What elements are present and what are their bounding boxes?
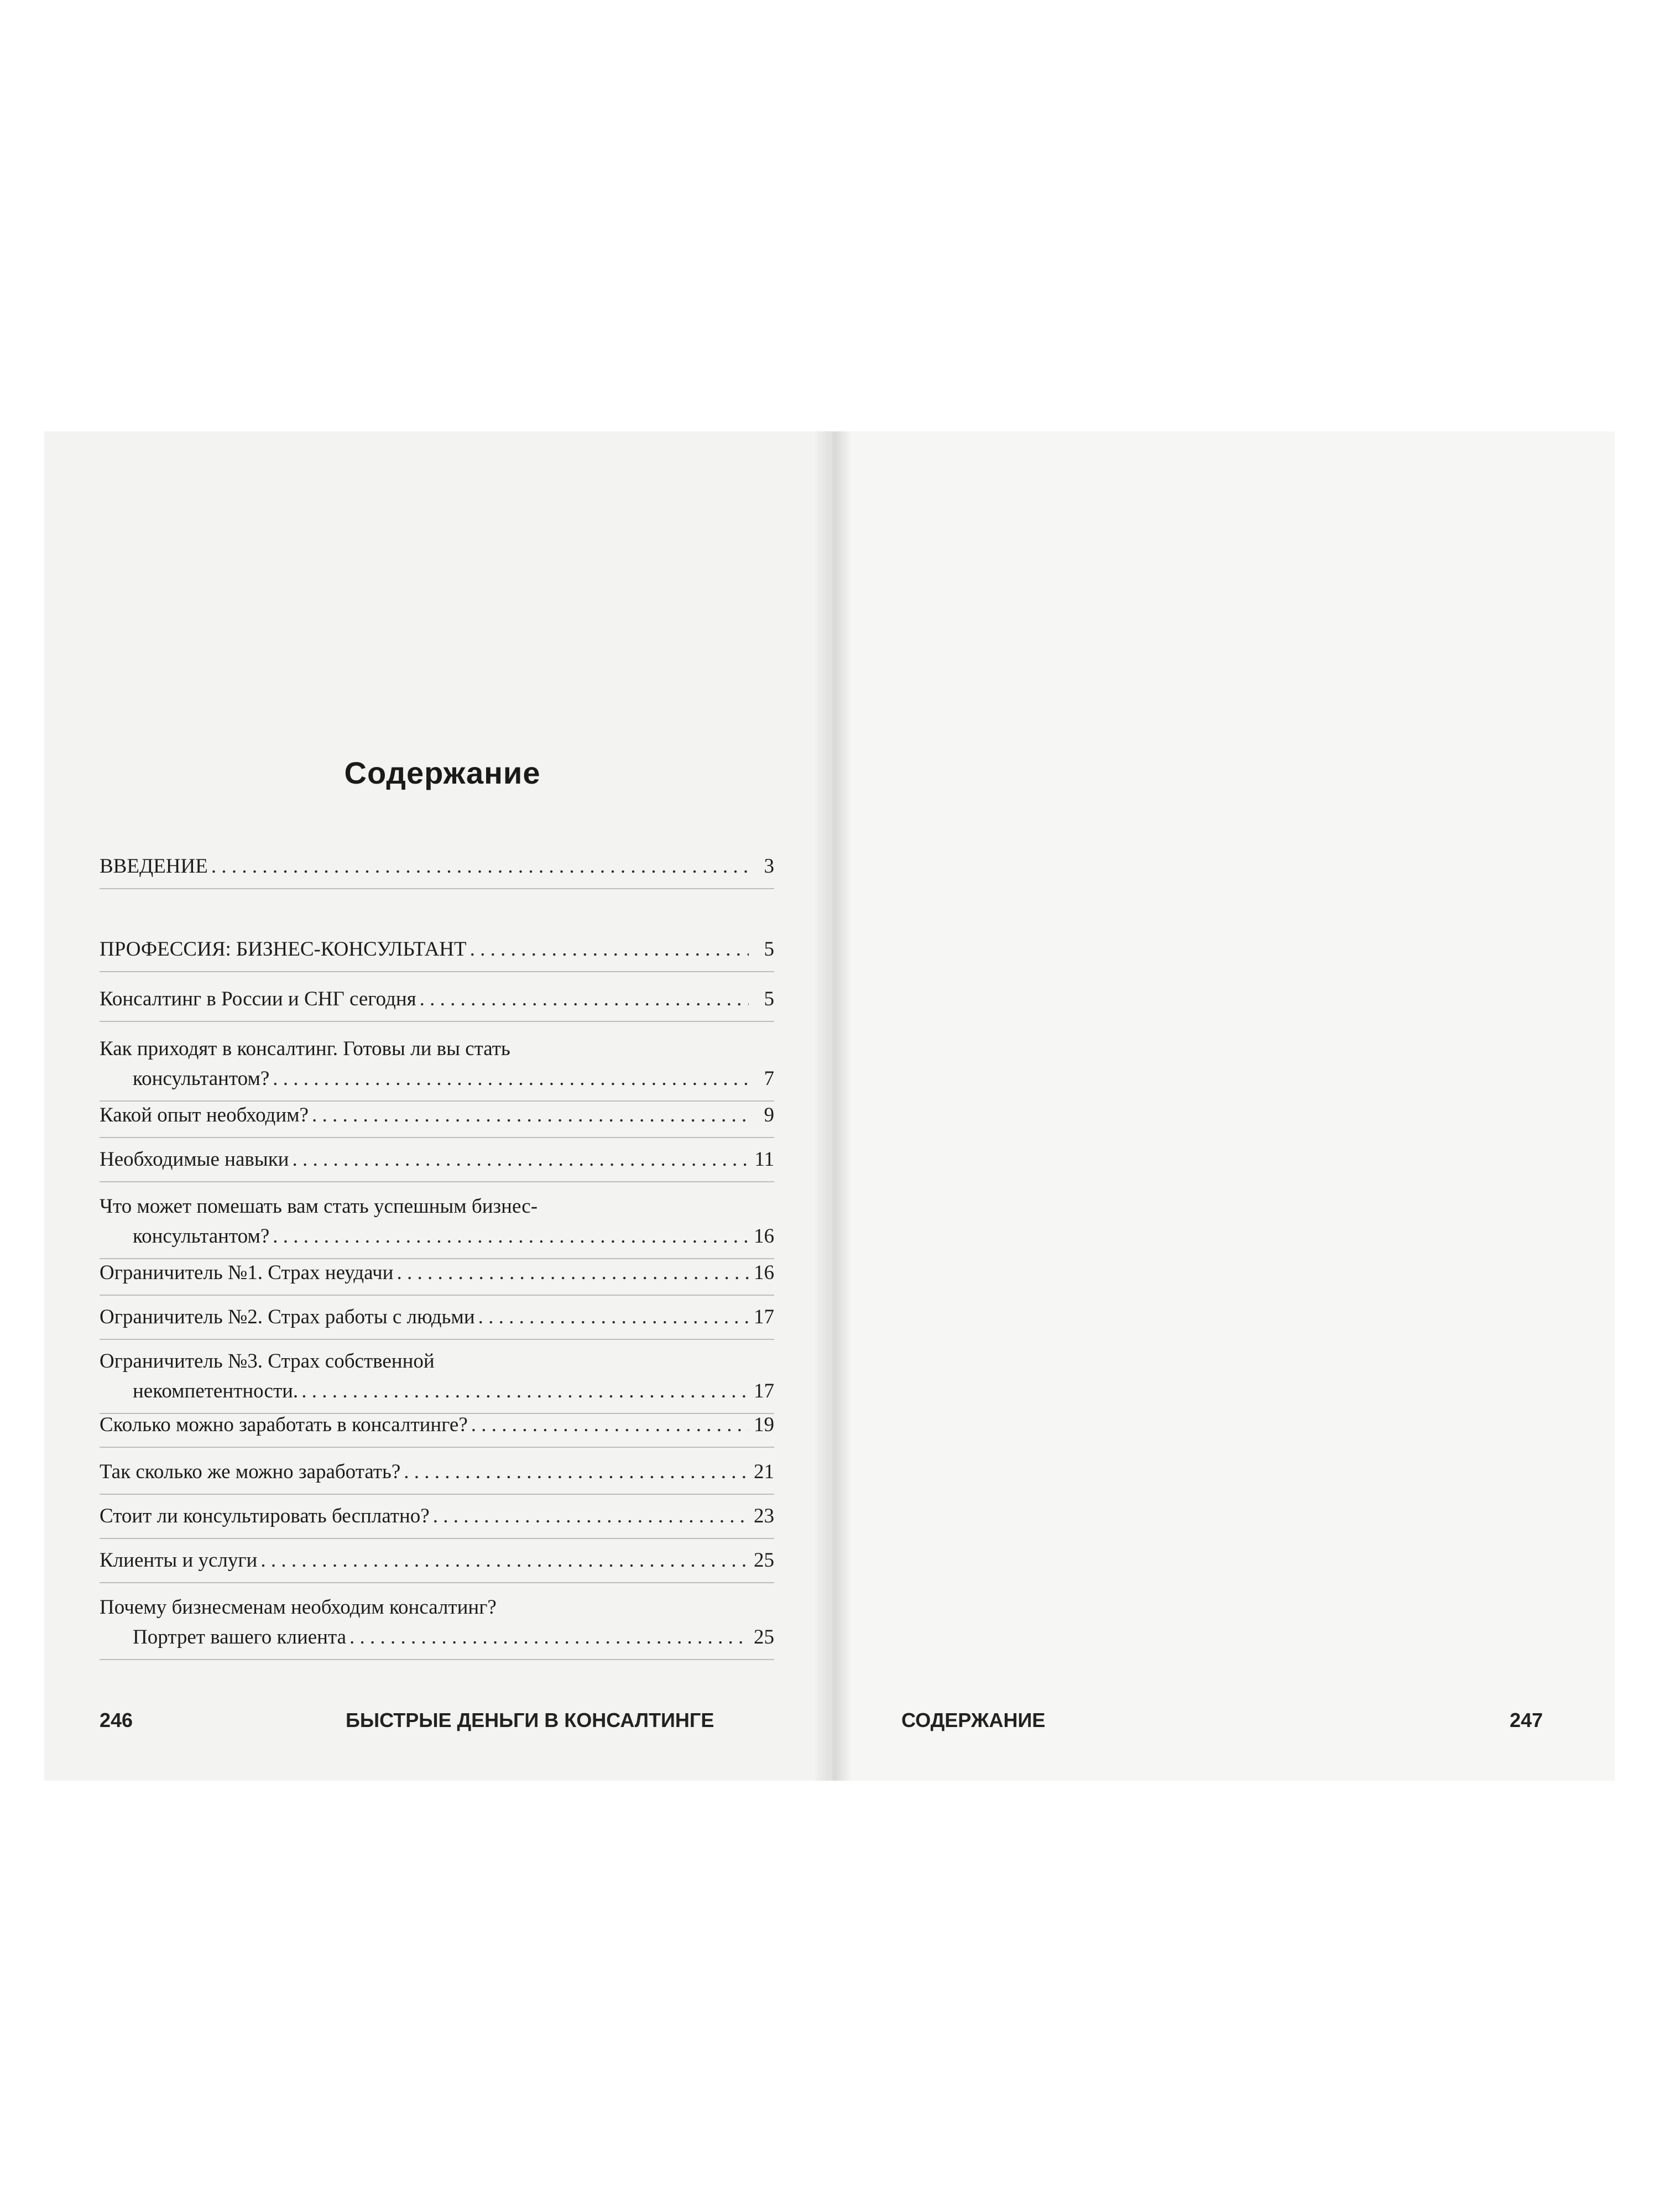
left-page xyxy=(44,431,830,1781)
toc-separator xyxy=(100,971,774,972)
dot-leader xyxy=(273,1222,749,1251)
dot-leader xyxy=(293,1145,749,1175)
toc-entry-title: Почему бизнесменам необходим консалтинг? xyxy=(100,1596,497,1619)
toc-page-number: 7 xyxy=(764,1067,774,1090)
dot-leader xyxy=(273,1064,749,1094)
toc-page-number: 16 xyxy=(754,1261,774,1284)
toc-separator xyxy=(100,1494,774,1495)
toc-entry xyxy=(100,1593,774,1652)
toc-entry xyxy=(100,1145,774,1175)
book-gutter xyxy=(813,431,852,1781)
toc-entry xyxy=(100,1501,774,1531)
dot-leader xyxy=(433,1501,749,1531)
toc-page-number: 21 xyxy=(754,1460,774,1483)
toc-separator xyxy=(100,1538,774,1539)
toc-entry xyxy=(100,1034,774,1094)
toc-separator xyxy=(100,1181,774,1182)
dot-leader xyxy=(404,1457,749,1487)
toc-separator xyxy=(100,888,774,889)
dot-leader xyxy=(260,1546,749,1575)
toc-title: Содержание xyxy=(344,755,541,790)
dot-leader xyxy=(301,1376,749,1406)
toc-entry-title: Ограничитель №1. Страх неудачи xyxy=(100,1261,394,1284)
toc-entry xyxy=(100,984,774,1014)
book-spread xyxy=(44,431,1615,1781)
toc-page-number: 16 xyxy=(754,1225,774,1248)
toc-entry-title-continued: Портрет вашего клиента xyxy=(133,1626,347,1648)
toc-page-number: 17 xyxy=(754,1306,774,1328)
toc-entry-title: Консалтинг в России и СНГ сегодня xyxy=(100,988,416,1010)
toc-entry xyxy=(100,1258,774,1288)
toc-separator xyxy=(100,1137,774,1138)
toc-page-number: 23 xyxy=(754,1505,774,1527)
right-page xyxy=(830,431,1615,1781)
toc-separator xyxy=(100,1582,774,1583)
dot-leader xyxy=(349,1623,749,1652)
dot-leader xyxy=(397,1258,749,1288)
toc-page-number: 19 xyxy=(754,1413,774,1436)
toc-page-number: 11 xyxy=(754,1148,774,1171)
toc-entry-title-continued: некомпетентности. xyxy=(133,1380,299,1402)
dot-leader xyxy=(312,1100,749,1130)
toc-entry-title: Ограничитель №2. Страх работы с людьми xyxy=(100,1306,475,1328)
toc-entry-title: Необходимые навыки xyxy=(100,1148,289,1171)
toc-separator xyxy=(100,1021,774,1022)
toc-page-number: 3 xyxy=(764,855,774,878)
toc-entry-title: ВВЕДЕНИЕ xyxy=(100,855,208,878)
toc-entry-title: Что может помешать вам стать успешным бизнес- xyxy=(100,1195,538,1218)
toc-entry xyxy=(100,1302,774,1332)
right-page-number: 247 xyxy=(1510,1709,1543,1731)
toc-entry xyxy=(100,1192,774,1251)
left-running-title: БЫСТРЫЕ ДЕНЬГИ В КОНСАЛТИНГЕ xyxy=(346,1709,714,1731)
toc-entry xyxy=(100,935,774,964)
toc-entry-title: Стоит ли консультировать бесплатно? xyxy=(100,1505,430,1527)
left-page-number: 246 xyxy=(100,1709,133,1731)
toc-separator xyxy=(100,1295,774,1296)
toc-page-number: 5 xyxy=(764,988,774,1010)
toc-entry-title: Так сколько же можно заработать? xyxy=(100,1460,401,1483)
toc-entry-title: ПРОФЕССИЯ: БИЗНЕС-КОНСУЛЬТАНТ xyxy=(100,938,467,961)
toc-entry xyxy=(100,852,774,881)
toc-separator xyxy=(100,1659,774,1660)
dot-leader xyxy=(478,1302,749,1332)
toc-entry-title: Клиенты и услуги xyxy=(100,1549,258,1572)
toc-page-number: 25 xyxy=(754,1626,774,1648)
toc-entry-title-continued: консультантом? xyxy=(133,1067,270,1090)
toc-entry xyxy=(100,1347,774,1406)
toc-page-number: 25 xyxy=(754,1549,774,1572)
dot-leader xyxy=(420,984,749,1014)
toc-entry xyxy=(100,1100,774,1130)
toc-separator xyxy=(100,1447,774,1448)
toc-entry-title: Сколько можно заработать в консалтинге? xyxy=(100,1413,468,1436)
toc-entry xyxy=(100,1457,774,1487)
toc-entry-title: Как приходят в консалтинг. Готовы ли вы стать xyxy=(100,1037,510,1060)
dot-leader xyxy=(470,935,749,964)
toc-entry xyxy=(100,1546,774,1575)
toc-page-number: 5 xyxy=(764,938,774,961)
toc-entry xyxy=(100,1410,774,1440)
toc-separator xyxy=(100,1339,774,1340)
toc-page-number: 9 xyxy=(764,1104,774,1126)
right-running-title: СОДЕРЖАНИЕ xyxy=(901,1709,1046,1731)
toc-entry-title-continued: консультантом? xyxy=(133,1225,270,1248)
toc-entry-title: Ограничитель №3. Страх собственной xyxy=(100,1350,435,1373)
dot-leader xyxy=(471,1410,749,1440)
toc-entry-title: Какой опыт необходим? xyxy=(100,1104,309,1126)
toc-page-number: 17 xyxy=(754,1380,774,1402)
dot-leader xyxy=(211,852,749,881)
